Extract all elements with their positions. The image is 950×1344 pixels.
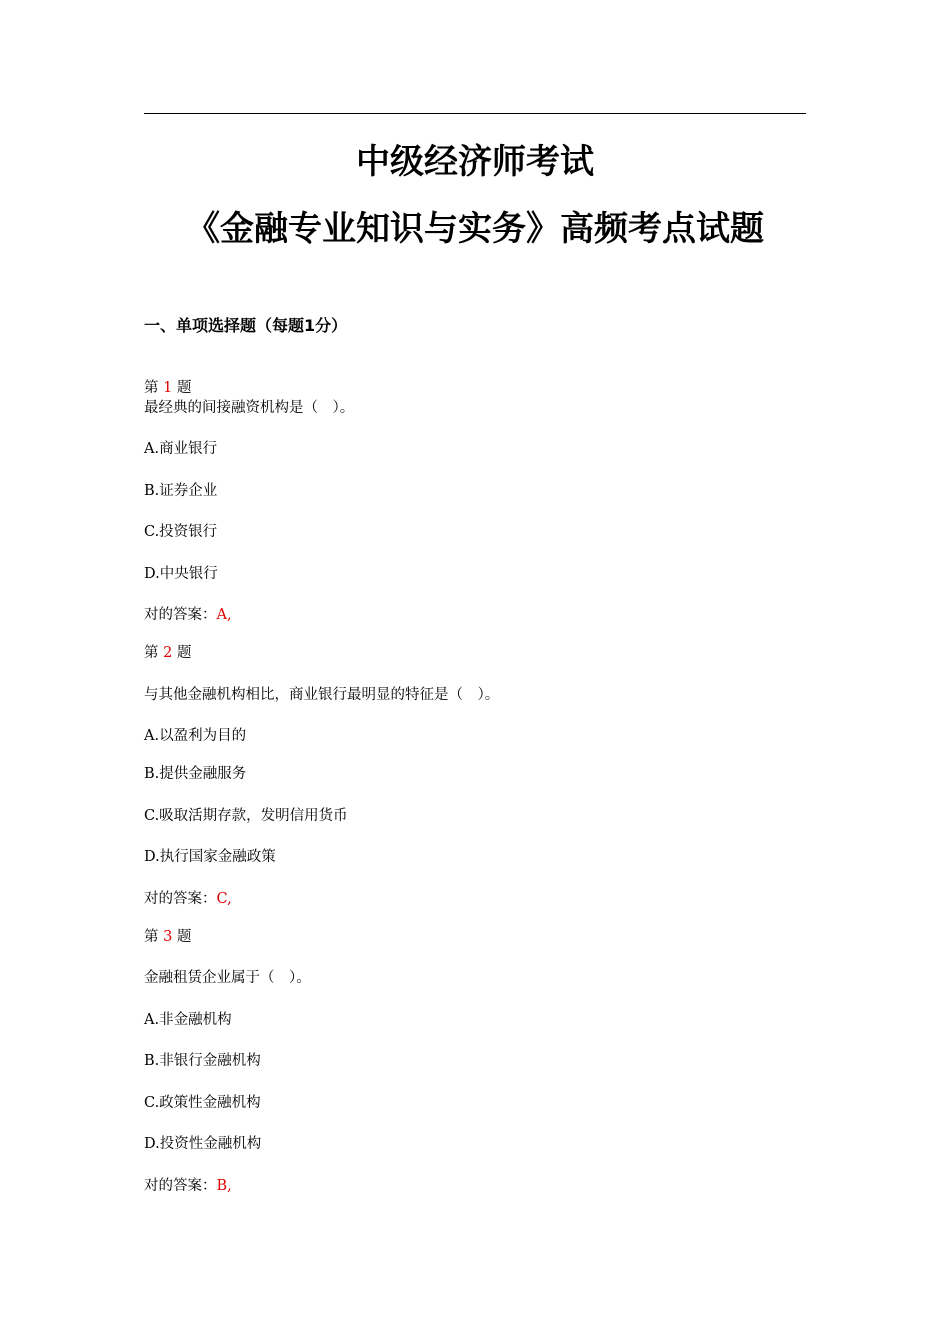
option-c: C.政策性金融机构 [144,1095,261,1111]
question-number: 第 2 题 [144,645,192,661]
option-c: C.吸取活期存款，发明信用货币 [144,808,348,824]
question-number: 第 1 题 [144,380,192,396]
answer-line: 对的答案：A, [144,607,232,623]
option-d: D.中央银行 [144,566,218,582]
question-stem: 与其他金融机构相比，商业银行最明显的特征是（ ）。 [144,687,500,703]
header-rule [144,113,806,114]
question-number-value: 3 [163,929,173,945]
answer-value: A, [216,607,232,623]
option-c: C.投资银行 [144,524,218,540]
section-heading: 一、单项选择题（每题1分） [144,316,348,335]
option-a: A.以盈利为目的 [144,728,247,744]
question-stem: 最经典的间接融资机构是（ ）。 [144,400,355,416]
option-d: D.执行国家金融政策 [144,849,276,865]
answer-value: B, [216,1178,232,1194]
option-b: B.证券企业 [144,483,218,499]
title-line-1: 中级经济师考试 [356,142,594,182]
option-b: B.非银行金融机构 [144,1053,261,1069]
question-number-value: 1 [163,380,173,396]
answer-value: C, [216,891,232,907]
answer-line: 对的答案：C, [144,891,232,907]
question-number-value: 2 [163,645,173,661]
option-a: A.非金融机构 [144,1012,232,1028]
question-number: 第 3 题 [144,929,192,945]
answer-line: 对的答案：B, [144,1178,232,1194]
option-d: D.投资性金融机构 [144,1136,262,1152]
question-stem: 金融租赁企业属于（ ）。 [144,970,311,986]
option-b: B.提供金融服务 [144,766,247,782]
title-line-2: 《金融专业知识与实务》高频考点试题 [186,209,764,249]
option-a: A.商业银行 [144,441,218,457]
